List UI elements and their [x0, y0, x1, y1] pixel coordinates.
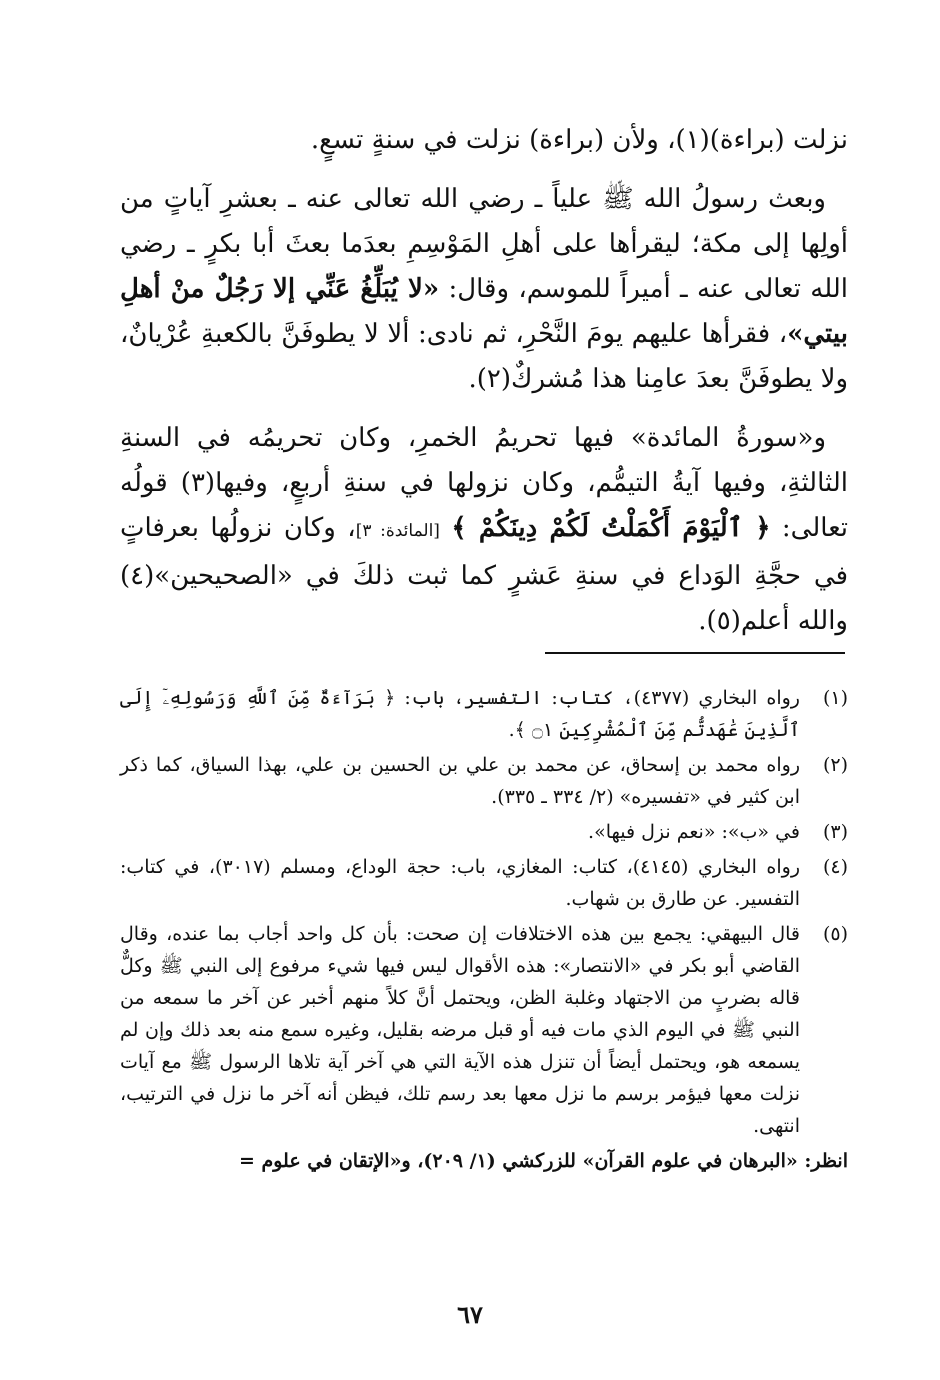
footnote-3	[120, 816, 848, 848]
footnote-number: (٢)	[822, 754, 848, 776]
footnote-text: رواه البخاري (٤١٤٥)، كتاب: المغازي، باب: حجة الوداع، ومسلم (٣٠١٧)، في كتاب: التفسير. عن طارق بن شهاب.	[120, 856, 800, 910]
footnote-1	[120, 682, 848, 746]
footnotes	[120, 682, 848, 1177]
footnote-number: (١)	[822, 687, 848, 709]
footnote-text: في «ب»: «نعم نزل فيها».	[588, 821, 800, 843]
main-text	[120, 118, 848, 658]
footnote-4	[120, 851, 848, 915]
page-number: ٦٧	[457, 1300, 483, 1329]
quran-verse: ﴿ ٱلْيَوْمَ أَكْمَلْتُ لَكُمْ دِينَكُمْ ﴾	[451, 513, 771, 543]
footnote-number: (٣)	[822, 821, 848, 843]
footnote-divider	[545, 652, 845, 654]
paragraph-1	[120, 118, 848, 163]
verse-reference: [المائدة: ٣]	[355, 521, 440, 541]
footnote-5	[120, 918, 848, 1142]
footnote-continuation: انظر: «البرهان في علوم القرآن» للزركشي (١/ ٢٠٩)، و«الإتقان في علوم =	[238, 1150, 848, 1172]
footnote-text: رواه البخاري (٤٣٧٧)، كتاب: التفسير، باب: ﴿ بَرَآءَةٌ مِّنَ ٱللَّهِ وَرَسُولِهِۦٓ إِلَى ٱلَّذِينَ عَٰهَدتُّم مِّنَ ٱلْمُشْرِكِينَ ۝١ ﴾.	[120, 687, 800, 741]
footnote-2	[120, 749, 848, 813]
paragraph-2-text-b: ، فقرأها عليهم يومَ النَّحْرِ، ثم نادى: ألا لا يطوفَنَّ بالكعبةِ عُرْيانٌ، ولا يطوفَنَّ بعدَ عامِنا هذا مُشركٌ(٢).	[120, 319, 848, 394]
footnote-text: رواه محمد بن إسحاق، عن محمد بن علي بن الحسين بن علي، بهذا السياق، كما ذكر ابن كثير في «تفسيره» (٢/ ٣٣٤ ـ ٣٣٥).	[120, 754, 800, 808]
paragraph-3-text-b: ، وكان نزولُها بعرفاتٍ في حجَّةِ الوَداع في سنةِ عَشرٍ كما ثبت ذلكَ في «الصحيحين»(٤) والله أعلم(٥).	[120, 513, 848, 636]
hadith-quote: «لا يُبَلِّغُ عَنِّي إلا رَجُلٌ منْ أهلِ بيتي»	[120, 274, 848, 349]
paragraph-3-text-a: و«سورةُ المائدة» فيها تحريمُ الخمرِ، وكان تحريمُه في السنةِ الثالثةِ، وفيها آيةُ التيمُّم، وكان نزولها في سنةِ أربعٍ، وفيها(٣) قولُه تعالى:	[120, 423, 848, 543]
footnote-number: (٥)	[822, 923, 848, 945]
paragraph-2	[120, 177, 848, 402]
footnote-text: قال البيهقي: يجمع بين هذه الاختلافات إن صحت: بأن كل واحد أجاب بما عنده، وقال القاضي أبو بكر في «الانتصار»: هذه الأقوال ليس فيها شيء مرفوع إلى النبي ﷺ وكلٌّ قاله بضربٍ من الاجتهاد وغلبة الظن، ويحتمل أنَّ كلاً منهم أخبر عن آخر ما سمعه من النبي ﷺ في اليوم الذي مات فيه أو قبل مرضه بقليل، وغيره سمع منه بعد ذلك وإن لم يسمعه هو، ويحتمل أيضاً أن تنزل هذه الآية التي هي آخر آية تلاها الرسول ﷺ مع آيات نزلت معها فيؤمر برسم ما نزل معها بعد رسم تلك، فيظن أنه آخر ما نزل في الترتيب، انتهى.	[120, 923, 801, 1137]
paragraph-1-text: نزلت (براءة)(١)، ولأن (براءة) نزلت في سنةٍ تسعٍ.	[310, 125, 848, 155]
paragraph-3	[120, 416, 848, 644]
paragraph-2-text-a: وبعث رسولُ الله ﷺ علياً ـ رضي الله تعالى عنه ـ بعشرِ آياتٍ من أولِها إلى مكة؛ ليقرأها على أهلِ المَوْسِمِ بعدَما بعثَ أبا بكرٍ ـ رضي الله تعالى عنه ـ أميراً للموسم، وقال:	[120, 184, 848, 304]
footnote-number: (٤)	[822, 856, 848, 878]
